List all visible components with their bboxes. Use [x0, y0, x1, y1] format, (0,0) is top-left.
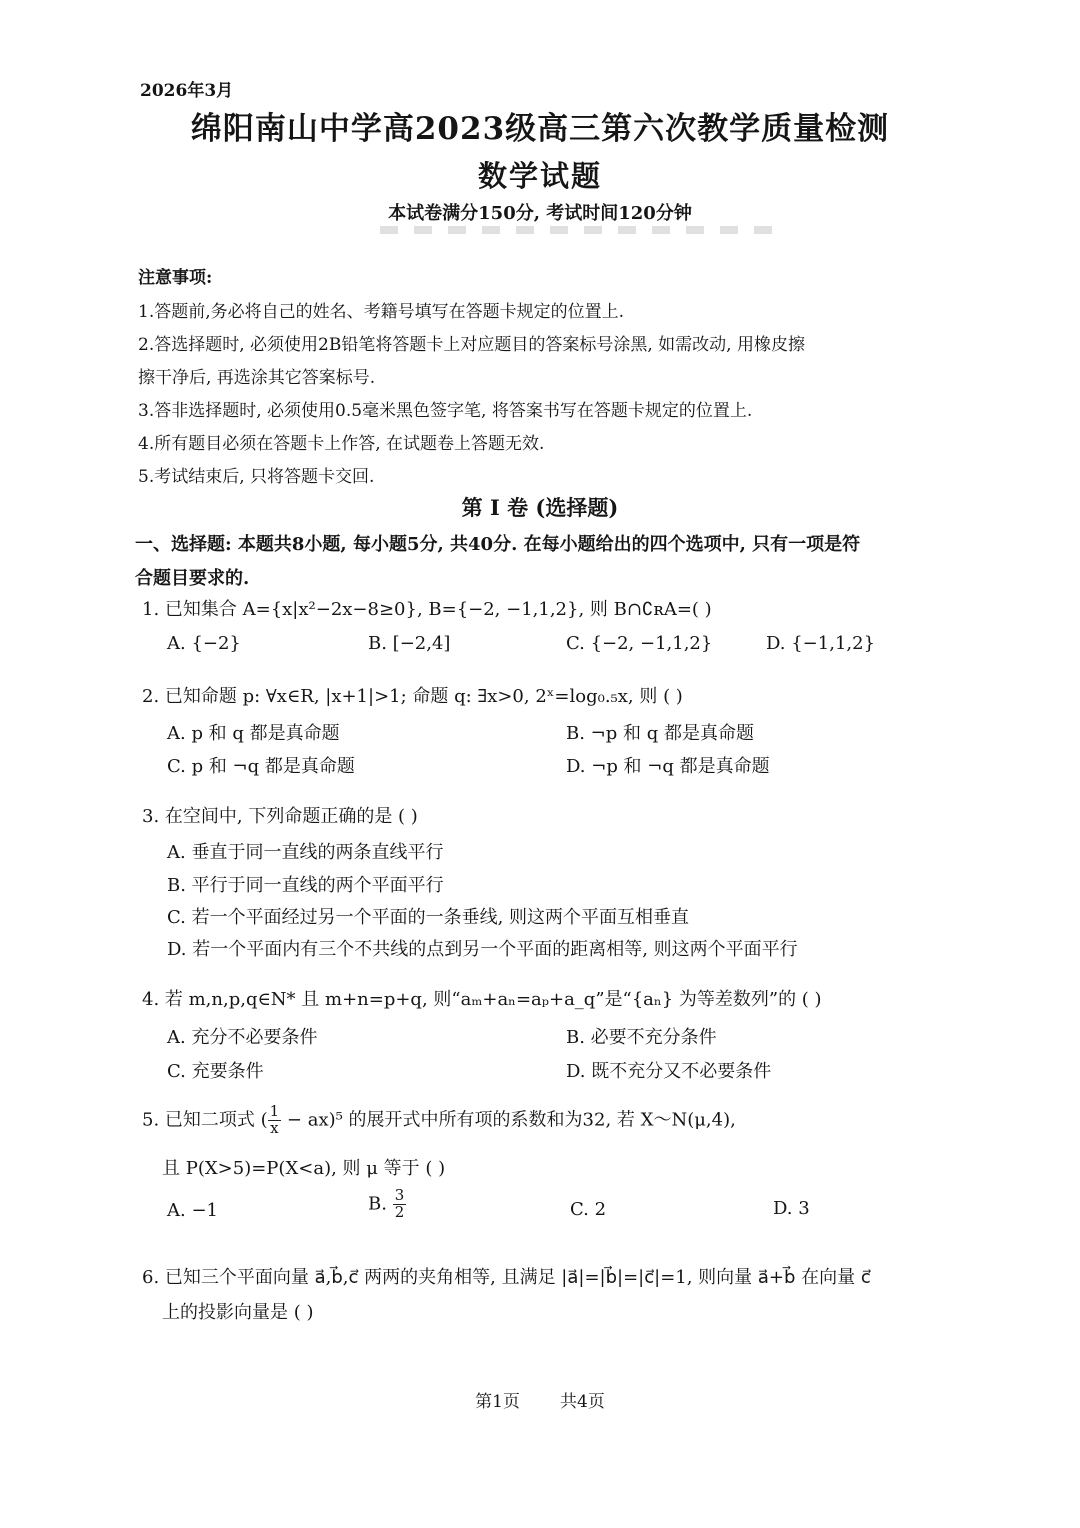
question-5-stem-2: 且 P(X>5)=P(X<a), 则 μ 等于 ( )	[162, 1158, 446, 1179]
page-footer	[0, 1387, 1080, 1412]
page-total: 共4页	[560, 1392, 605, 1412]
q1-option-c: C. {−2, −1,1,2}	[566, 633, 713, 654]
q4-option-d: D. 既不充分又不必要条件	[566, 1061, 772, 1082]
notes-heading: 注意事项:	[138, 268, 213, 288]
q5-option-b-fraction	[393, 1188, 407, 1221]
question-6-stem-2: 上的投影向量是 ( )	[162, 1302, 314, 1323]
q1-option-a: A. {−2}	[167, 633, 241, 654]
question-5-stem	[142, 1104, 736, 1137]
q5-option-d: D. 3	[773, 1198, 810, 1219]
question-3-stem: 3. 在空间中, 下列命题正确的是 ( )	[142, 806, 418, 827]
question-2-stem: 2. 已知命题 p: ∀x∈R, |x+1|>1; 命题 q: ∃x>0, 2ˣ=log₀.₅x, 则 ( )	[142, 686, 683, 707]
q5-fraction	[268, 1104, 282, 1137]
part-heading: 一、选择题: 本题共8小题, 每小题5分, 共40分. 在每小题给出的四个选项中, 只有一项是符	[135, 534, 861, 555]
q4-option-b: B. 必要不充分条件	[566, 1027, 717, 1048]
q5-option-b	[368, 1188, 406, 1221]
note-line: 擦干净后, 再选涂其它答案标号.	[138, 368, 376, 388]
q2-option-b: B. ¬p 和 q 都是真命题	[566, 723, 754, 744]
q5-stem-post: − ax)⁵ 的展开式中所有项的系数和为32, 若 X～N(μ,4),	[281, 1109, 736, 1131]
part-heading-cont: 合题目要求的.	[135, 568, 250, 589]
exam-title: 绵阳南山中学高2023级高三第六次教学质量检测	[190, 111, 890, 147]
q5-option-b-num: 3	[394, 1186, 405, 1204]
q4-option-a: A. 充分不必要条件	[167, 1027, 318, 1048]
q5-stem-pre: 5. 已知二项式 (	[142, 1109, 268, 1131]
q2-option-a: A. p 和 q 都是真命题	[167, 723, 340, 744]
exam-info: 本试卷满分150分, 考试时间120分钟	[388, 203, 692, 224]
q5-option-a: A. −1	[167, 1200, 218, 1221]
q2-option-d: D. ¬p 和 ¬q 都是真命题	[566, 756, 770, 777]
q3-option-c: C. 若一个平面经过另一个平面的一条垂线, 则这两个平面互相垂直	[167, 907, 690, 928]
q1-option-d: D. {−1,1,2}	[766, 633, 876, 654]
exam-date: 2026年3月	[140, 81, 234, 101]
note-line: 3.答非选择题时, 必须使用0.5毫米黑色签字笔, 将答案书写在答题卡规定的位置上.	[138, 401, 753, 421]
page-number: 第1页	[475, 1392, 520, 1412]
q3-option-d: D. 若一个平面内有三个不共线的点到另一个平面的距离相等, 则这两个平面平行	[167, 939, 798, 960]
exam-subject: 数学试题	[477, 159, 602, 193]
section-title: 第 I 卷 (选择题)	[461, 495, 619, 520]
q1-option-b: B. [−2,4]	[368, 633, 451, 654]
q3-option-b: B. 平行于同一直线的两个平面平行	[167, 875, 444, 896]
note-line: 1.答题前,务必将自己的姓名、考籍号填写在答题卡规定的位置上.	[138, 302, 625, 322]
q5-fraction-num: 1	[269, 1102, 280, 1120]
question-6-stem: 6. 已知三个平面向量 a⃗,b⃗,c⃗ 两两的夹角相等, 且满足 |a⃗|=|b⃗|=|c⃗|=1, 则向量 a⃗+b⃗ 在向量 c⃗	[142, 1267, 871, 1288]
q5-option-b-den: 2	[394, 1202, 405, 1221]
q5-fraction-den: x	[270, 1118, 279, 1137]
note-line: 5.考试结束后, 只将答题卡交回.	[138, 467, 375, 487]
q5-option-b-label: B.	[368, 1193, 387, 1215]
question-1-stem: 1. 已知集合 A={x|x²−2x−8≥0}, B={−2, −1,1,2}, 则 B∩∁ʀA=( )	[142, 599, 712, 620]
question-4-stem: 4. 若 m,n,p,q∈N* 且 m+n=p+q, 则“aₘ+aₙ=aₚ+a_q”是“{aₙ} 为等差数列”的 ( )	[142, 989, 822, 1010]
note-line: 2.答选择题时, 必须使用2B铅笔将答题卡上对应题目的答案标号涂黑, 如需改动, 用橡皮擦	[138, 335, 805, 355]
scan-smudge	[380, 226, 780, 234]
q4-option-c: C. 充要条件	[167, 1061, 264, 1082]
q3-option-a: A. 垂直于同一直线的两条直线平行	[167, 842, 444, 863]
note-line: 4.所有题目必须在答题卡上作答, 在试题卷上答题无效.	[138, 434, 545, 454]
q2-option-c: C. p 和 ¬q 都是真命题	[167, 756, 355, 777]
q5-option-c: C. 2	[570, 1199, 607, 1220]
